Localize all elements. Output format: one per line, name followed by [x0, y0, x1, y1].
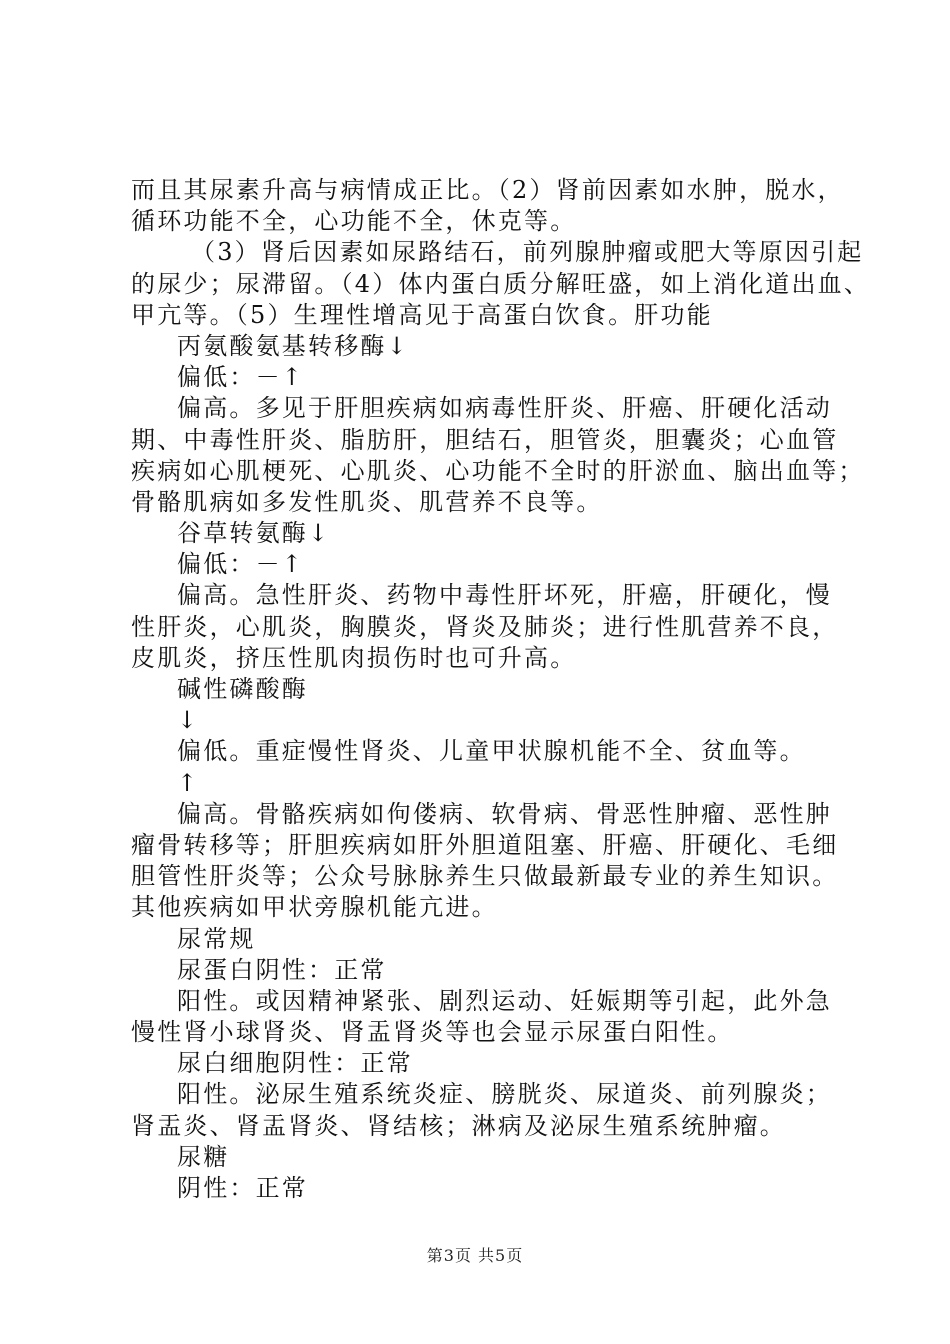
text-line: 瘤骨转移等；肝胆疾病如肝外胆道阻塞、肝癌、肝硬化、毛细 — [131, 830, 839, 859]
text-line: 期、中毒性肝炎、脂肪肝，胆结石，胆管炎，胆囊炎；心血管 — [131, 425, 839, 454]
text-line: ↑ — [177, 768, 200, 797]
text-line: 偏低：－↑ — [177, 363, 305, 392]
text-line: 的尿少；尿滞留。（4）体内蛋白质分解旺盛，如上消化道出血、 — [131, 269, 871, 298]
text-line: 偏低：－↑ — [177, 550, 305, 579]
text-line: 阴性：正常 — [177, 1174, 308, 1202]
text-line: 骨骼肌病如多发性肌炎、肌营养不良等。 — [131, 487, 603, 516]
text-line: 肾盂炎、肾盂肾炎、肾结核；淋病及泌尿生殖系统肿瘤。 — [131, 1111, 786, 1140]
text-line: 疾病如心肌梗死、心肌炎、心功能不全时的肝淤血、脑出血等； — [131, 456, 865, 485]
text-line: 偏高。多见于肝胆疾病如病毒性肝炎、肝癌、肝硬化活动 — [177, 394, 832, 423]
text-line: （3）肾后因素如尿路结石，前列腺肿瘤或肥大等原因引起 — [191, 238, 864, 267]
section-heading: 碱性磷酸酶 — [177, 675, 308, 703]
text-line: 偏低。重症慢性肾炎、儿童甲状腺机能不全、贫血等。 — [177, 737, 806, 766]
text-line: 偏高。骨骼疾病如佝偻病、软骨病、骨恶性肿瘤、恶性肿 — [177, 799, 832, 828]
text-line: 阳性。或因精神紧张、剧烈运动、妊娠期等引起，此外急 — [177, 986, 832, 1015]
section-heading: 尿糖 — [177, 1142, 230, 1171]
page-number-footer: 第3页 共5页 — [426, 1246, 524, 1265]
section-heading: 丙氨酸氨基转移酶↓ — [177, 331, 409, 360]
text-line: 其他疾病如甲状旁腺机能亢进。 — [131, 893, 498, 922]
text-line: ↓ — [177, 706, 200, 735]
text-line: 循环功能不全，心功能不全，休克等。 — [131, 207, 577, 236]
text-line: 偏高。急性肝炎、药物中毒性肝坏死，肝癌，肝硬化，慢 — [177, 581, 832, 610]
text-line: 甲亢等。（5）生理性增高见于高蛋白饮食。肝功能 — [131, 300, 713, 329]
text-line: 性肝炎，心肌炎，胸膜炎，肾炎及肺炎；进行性肌营养不良， — [131, 612, 839, 641]
text-line: 慢性肾小球肾炎、肾盂肾炎等也会显示尿蛋白阳性。 — [131, 1018, 734, 1047]
document-body — [131, 175, 871, 1204]
text-line: 而且其尿素升高与病情成正比。（2）肾前因素如水肿，脱水， — [131, 176, 844, 204]
text-line: 皮肌炎，挤压性肌肉损伤时也可升高。 — [131, 643, 577, 672]
section-heading: 尿常规 — [177, 924, 256, 953]
text-line: 阳性。泌尿生殖系统炎症、膀胱炎、尿道炎、前列腺炎； — [177, 1080, 832, 1109]
section-heading: 谷草转氨酶↓ — [177, 519, 331, 548]
text-line: 尿白细胞阴性：正常 — [177, 1049, 413, 1078]
text-line: 胆管性肝炎等；公众号脉脉养生只做最新最专业的养生知识。 — [131, 862, 839, 891]
text-line: 尿蛋白阴性：正常 — [177, 955, 387, 984]
